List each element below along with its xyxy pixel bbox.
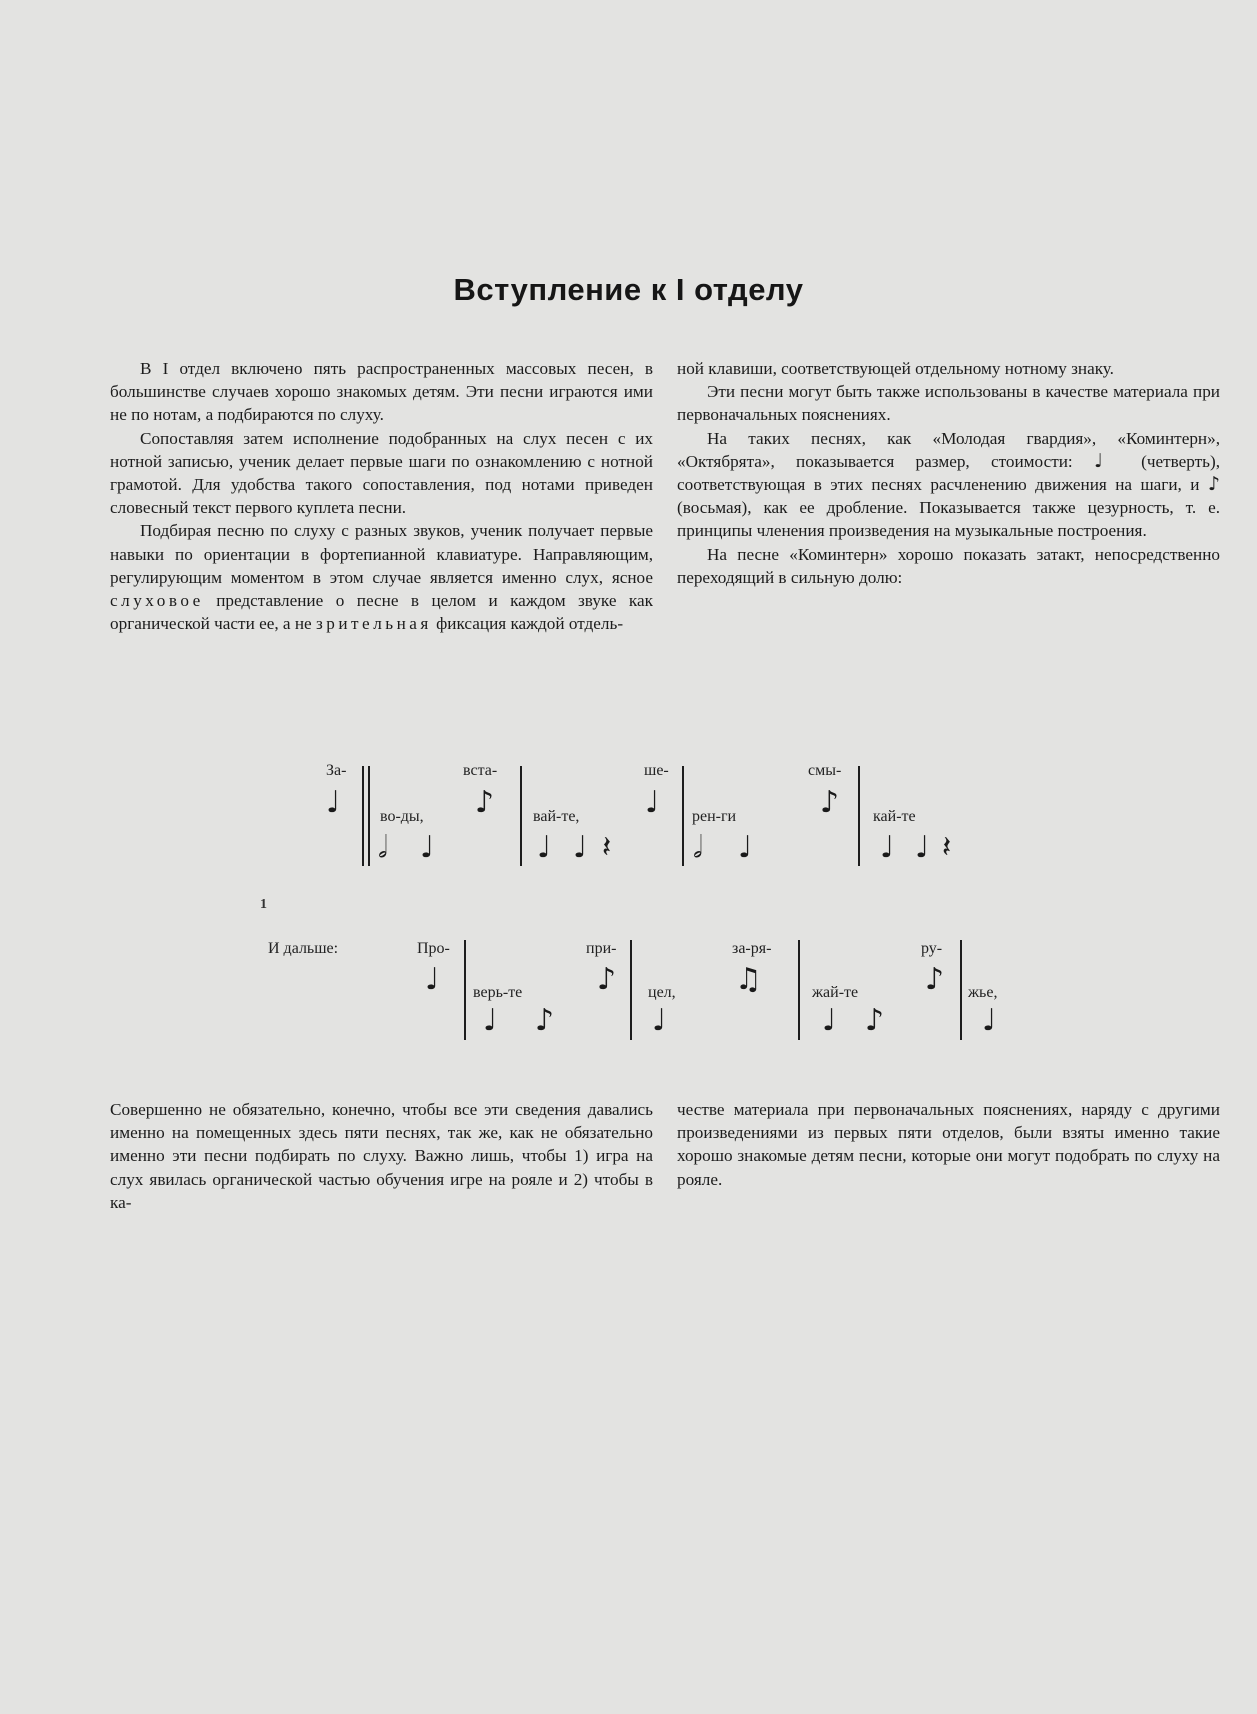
quarter-note-icon: ♩ bbox=[738, 830, 753, 865]
text-run: представление о песне в целом и каждом звуке как органической части ее, а не bbox=[110, 591, 653, 634]
quarter-note-icon: ♩ bbox=[420, 830, 435, 865]
quarter-note-icon: ♩ bbox=[483, 1003, 498, 1038]
barline bbox=[858, 766, 860, 866]
barline bbox=[682, 766, 684, 866]
lyric-syllable: вай-те, bbox=[533, 808, 580, 825]
eighth-note-icon: ♪ bbox=[1207, 473, 1220, 496]
rest-icon: 𝄽 bbox=[942, 830, 952, 865]
lyric-syllable: рен-ги bbox=[692, 808, 737, 825]
lyric-syllable: За- bbox=[326, 762, 347, 779]
lyric-syllable: ру- bbox=[921, 940, 943, 957]
text-column-right-lower bbox=[677, 1098, 1220, 1191]
eighth-note-icon: ♪ bbox=[865, 1003, 885, 1038]
text-column-left-lower bbox=[110, 1098, 653, 1214]
paragraph: ной клавиши, соответствующей отдельному нотному знаку. bbox=[677, 359, 1114, 378]
lyric-syllable: кай-те bbox=[873, 808, 916, 825]
lyric-syllable: ше- bbox=[644, 762, 669, 779]
text-run: Подбирая песню по слуху с разных звуков, ученик получает первые навыки по ориентации в фортепианной клавиатуре. Направляющим, регулирующим моментом в этом случае является именно слух, ясное bbox=[110, 521, 653, 587]
quarter-note-icon: ♩ bbox=[982, 1003, 997, 1038]
paragraph: Сопоставляя затем исполнение подобранных на слух песен с их нотной записью, ученик делает первые шаги по ознакомлению с нотной грамотой. Для удобства такого сопоставления, под нотами приведен словесный текст первого куплета песни. bbox=[110, 428, 653, 518]
lyric-syllable: при- bbox=[586, 940, 617, 957]
quarter-note-icon: ♩ bbox=[915, 830, 930, 865]
lyric-syllable: за-ря- bbox=[732, 940, 772, 957]
quarter-note-icon: ♩ bbox=[1093, 449, 1120, 472]
lyric-syllable: вста- bbox=[463, 762, 498, 779]
quarter-note-icon: ♩ bbox=[425, 962, 440, 997]
paragraph: честве материала при первоначальных пояснениях, наряду с другими произведениями из первых пяти отделов, были взяты именно такие хорошо знакомые детям песни, которые они могут подобрать по слуху на рояле. bbox=[677, 1100, 1220, 1189]
quarter-note-icon: ♩ bbox=[822, 1003, 837, 1038]
paragraph: Совершенно не обязательно, конечно, чтобы все эти сведения давались именно на помещенных здесь пяти песнях, так же, как не обязательно именно эти песни подбирать по слуху. Важно лишь, чтобы 1) игра на слух явилась органической частью обучения игре на рояле и 2) чтобы в ка- bbox=[110, 1100, 653, 1212]
quarter-note-icon: ♩ bbox=[652, 1003, 667, 1038]
lyric-syllable: смы- bbox=[808, 762, 842, 779]
barline bbox=[960, 940, 962, 1040]
rest-icon: 𝄽 bbox=[602, 830, 612, 865]
text-run: (восьмая), как ее дробление. Показывается также цезурность, т. е. принципы членения произведения на музыкальные построения. bbox=[677, 498, 1220, 541]
eighth-note-icon: ♪ bbox=[597, 962, 617, 997]
eighth-note-icon: ♪ bbox=[535, 1003, 555, 1038]
barline bbox=[362, 766, 364, 866]
paragraph: На песне «Коминтерн» хорошо показать затакт, непосредственно переходящий в сильную долю: bbox=[677, 544, 1220, 587]
barline bbox=[520, 766, 522, 866]
quarter-note-icon: ♩ bbox=[645, 785, 660, 820]
text-run: (четверть), соответствующая в этих песнях расчленению движения на шаги, и bbox=[677, 451, 1220, 495]
eighth-note-icon: ♪ bbox=[925, 962, 945, 997]
half-note-icon: 𝅗𝅥 bbox=[693, 830, 703, 865]
lyric-syllable: во-ды, bbox=[380, 808, 424, 825]
spaced-text-run: зрительная bbox=[315, 614, 432, 634]
barline bbox=[464, 940, 466, 1040]
lyric-syllable: Про- bbox=[417, 940, 450, 957]
quarter-note-icon: ♩ bbox=[326, 785, 341, 820]
barline bbox=[798, 940, 800, 1040]
example-lead: И дальше: bbox=[268, 940, 339, 957]
text-run: На таких песнях, как «Молодая гвардия», «Коминтерн», «Октябрята», показывается размер, стоимости: bbox=[677, 428, 1220, 471]
half-note-icon: 𝅗𝅥 bbox=[378, 830, 388, 865]
lyric-syllable: верь-те bbox=[473, 984, 523, 1001]
beamed-notes-icon: ♫ bbox=[735, 962, 762, 997]
spaced-text-run: слуховое bbox=[110, 591, 204, 611]
paragraph: В I отдел включено пять распространенных массовых песен, в большинстве случаев хорошо знакомых детям. Эти песни играются ими не по нотам, а подбираются по слуху. bbox=[110, 359, 653, 425]
quarter-note-icon: ♩ bbox=[537, 830, 552, 865]
barline bbox=[630, 940, 632, 1040]
text-run: фиксация каждой отдель- bbox=[436, 614, 624, 634]
lyric-syllable: жье, bbox=[968, 984, 998, 1001]
lyric-syllable: жай-те bbox=[812, 984, 859, 1001]
barline bbox=[368, 766, 370, 866]
paragraph: Эти песни могут быть также использованы в качестве материала при первоначальных пояснениях. bbox=[677, 382, 1220, 425]
quarter-note-icon: ♩ bbox=[880, 830, 895, 865]
eighth-note-icon: ♪ bbox=[820, 785, 840, 820]
footnote-mark: 1 bbox=[260, 897, 267, 912]
quarter-note-icon: ♩ bbox=[573, 830, 588, 865]
lyric-syllable: цел, bbox=[648, 984, 676, 1001]
eighth-note-icon: ♪ bbox=[475, 785, 495, 820]
page-title: Вступление к I отделу bbox=[453, 272, 804, 307]
